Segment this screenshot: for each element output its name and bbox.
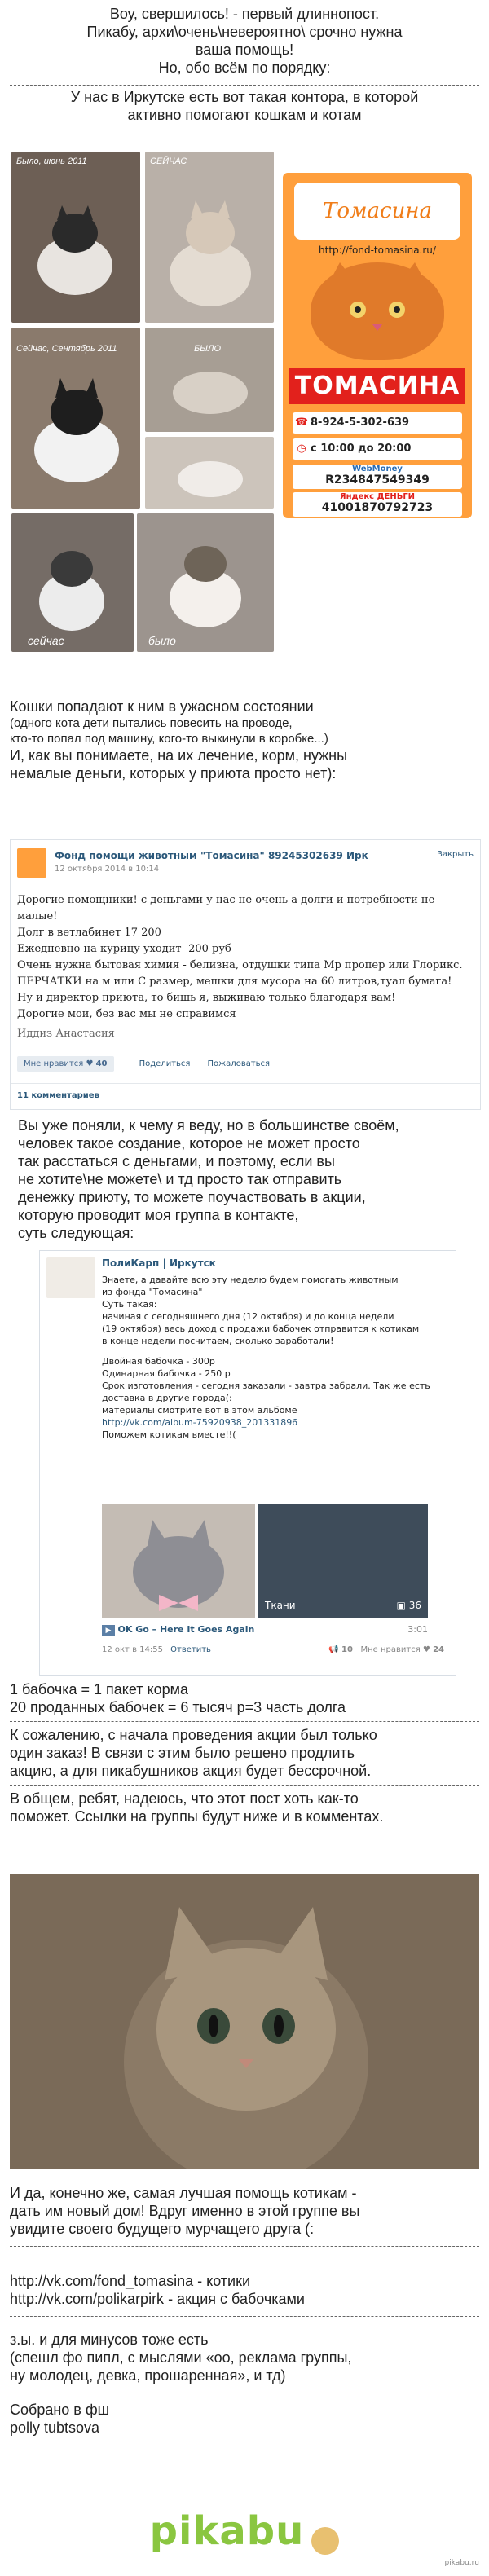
kitten-icon xyxy=(10,1874,479,2169)
album-count xyxy=(397,1600,421,1611)
audio-title[interactable]: OK Go – Here It Goes Again xyxy=(117,1624,255,1635)
album-caption: Ткани xyxy=(265,1600,296,1611)
credits xyxy=(0,2401,489,2437)
yandex-code: 41001870792723 xyxy=(321,501,434,514)
text-line: polly tubtsova xyxy=(10,2420,100,2436)
text-line: которую проводит моя группа в контакте, xyxy=(18,1207,299,1223)
site-watermark: pikabu.ru xyxy=(444,2559,479,2567)
photo-caption: БЫЛО xyxy=(194,344,222,354)
post-line: в конце недели посчитаем, сколько заработали! xyxy=(102,1336,334,1346)
section4 xyxy=(0,1680,489,1716)
section3 xyxy=(0,1116,489,1242)
webmoney-label: WebMoney xyxy=(352,465,403,473)
post-body xyxy=(17,892,474,1023)
text-line: ну молодец, девка, прошаренная», и тд) xyxy=(10,2367,286,2384)
audio-track xyxy=(102,1624,428,1636)
post-date[interactable]: 12 октября 2014 в 10:14 xyxy=(55,865,160,874)
post-line: Ну и директор приюта, то бишь я, выживаю только благодаря вам! xyxy=(17,992,396,1004)
text-line: Кошки попадают к ним в ужасном состоянии xyxy=(10,698,314,715)
group-name[interactable]: ПолиКарп | Иркутск xyxy=(102,1257,216,1269)
divider xyxy=(0,2313,489,2320)
cat-silhouette-icon xyxy=(137,513,274,652)
poster-bigname: ТОМАСИНА xyxy=(289,368,465,404)
cat-with-bow-icon xyxy=(102,1504,255,1618)
group-post xyxy=(39,1250,456,1676)
phone-text: 8-924-5-302-639 xyxy=(311,416,410,429)
fond-link[interactable]: http://vk.com/fond_tomasina - котики xyxy=(10,2273,251,2289)
text-line: И да, конечно же, самая лучшая помощь котикам - xyxy=(10,2185,357,2201)
cat-photo xyxy=(11,513,134,652)
post-line: Ежедневно на курицу уходит -200 руб xyxy=(17,943,231,955)
complain-link[interactable]: Пожаловаться xyxy=(207,1059,271,1068)
text-line: У нас в Иркутске есть вот такая контора, в которой xyxy=(70,89,419,105)
like-label: Мне нравится xyxy=(24,1059,84,1068)
poster-hours xyxy=(293,438,462,460)
close-link[interactable]: Закрыть xyxy=(437,850,474,859)
text-line: поможет. Ссылки на группы будут ниже и в комментах. xyxy=(10,1808,384,1825)
album-count-text: 36 xyxy=(408,1600,421,1611)
group-post-footer xyxy=(102,1645,444,1654)
links xyxy=(0,2272,489,2308)
text-line: один заказ! В связи с этим было решено продлить xyxy=(10,1745,355,1761)
text-line: увидите своего будущего мурчащего друга (: xyxy=(10,2221,315,2237)
section5 xyxy=(0,2184,489,2238)
intro-line: Воу, свершилось! - первый длиннопост. xyxy=(109,6,380,22)
fabric-album[interactable] xyxy=(258,1504,428,1618)
post-line: Дорогие помощники! с деньгами у нас не очень а долги и потребности не малые! xyxy=(17,894,435,923)
post-line: Поможем котикам вместе!!( xyxy=(102,1429,236,1440)
text-line: не хотите\не можете\ и тд просто так отправить xyxy=(18,1171,342,1187)
post-date[interactable]: 12 окт в 14:55 xyxy=(102,1645,163,1654)
like-count: 24 xyxy=(433,1645,444,1654)
section1 xyxy=(0,88,489,124)
text-line: К сожалению, с начала проведения акции был только xyxy=(10,1727,377,1743)
text-line: з.ы. и для минусов тоже есть xyxy=(10,2332,209,2348)
yandex-label: Яндекс ДЕНЬГИ xyxy=(339,492,416,501)
group-avatar[interactable] xyxy=(46,1257,95,1298)
divider xyxy=(0,2243,489,2250)
text-line: 20 проданных бабочек = 6 тысяч р=3 часть долга xyxy=(10,1699,346,1715)
photo-caption: сейчас xyxy=(28,634,64,647)
post-line: Одинарная бабочка - 250 р xyxy=(102,1368,231,1379)
text-line: (спешл фо пипл, с мыслями «оо, реклама группы, xyxy=(10,2349,352,2366)
intro xyxy=(0,5,489,77)
like-count: 40 xyxy=(95,1059,108,1068)
text-line: И, как вы понимаете, на их лечение, корм, нужны xyxy=(10,747,348,764)
cat-face-icon xyxy=(311,262,444,360)
cat-photo xyxy=(145,437,274,509)
comments-count[interactable]: 11 комментариев xyxy=(17,1091,99,1100)
post-line: ПЕРЧАТКИ на м или С размер, мешки для мусора на 60 литров,туал бумага! xyxy=(17,975,452,988)
text-line: немалые деньги, которых у приюта просто нет): xyxy=(10,765,337,782)
audio-time: 3:01 xyxy=(408,1624,428,1635)
cat-bowtie-photo[interactable] xyxy=(102,1504,255,1618)
text-line: 1 бабочка = 1 пакет корма xyxy=(10,1681,189,1698)
section4c xyxy=(0,1790,489,1825)
post-line: Очень нужна бытовая химия - белизна, отдушки типа Мр пропер или Глорикс. xyxy=(17,959,463,971)
poster-url: http://fond-tomasina.ru/ xyxy=(319,244,436,256)
cat-silhouette-icon xyxy=(11,513,134,652)
intro-line: Но, обо всём по порядку: xyxy=(158,59,331,76)
text-line: кто-то попал под машину, кого-то выкинули в коробке...) xyxy=(10,732,328,746)
text-line: суть следующая: xyxy=(18,1225,134,1241)
webmoney-code: R234847549349 xyxy=(325,473,430,487)
section4b xyxy=(0,1726,489,1780)
cat-silhouette-icon xyxy=(11,328,140,509)
heart-icon: ♥ xyxy=(86,1059,94,1068)
logo-text: pikabu xyxy=(149,2508,305,2554)
post-line: материалы смотрите вот в этом альбоме xyxy=(102,1405,297,1416)
pikabu-logo[interactable] xyxy=(122,2508,367,2557)
post-line: Дорогие мои, без вас мы не справимся xyxy=(17,1008,236,1020)
album-link[interactable]: http://vk.com/album-75920938_201331896 xyxy=(102,1417,298,1428)
post-line: Срок изготовления - сегодня заказали - завтра забрали. Так же есть доставка в другие города(: xyxy=(102,1380,430,1403)
heart-icon: ♥ xyxy=(422,1645,430,1654)
photo-caption: СЕЙЧАС xyxy=(150,156,187,166)
post-line: Знаете, а давайте всю эту неделю будем помогать животным xyxy=(102,1275,399,1285)
post-line: Суть такая: xyxy=(102,1299,157,1310)
text-line: денежку приюту, то можете поучаствовать в акции, xyxy=(18,1189,366,1205)
repost-icon: 📢 xyxy=(328,1645,339,1654)
hours-text: с 10:00 до 20:00 xyxy=(311,443,412,455)
text-line: акцию, а для пикабушников акция будет бессрочной. xyxy=(10,1763,372,1779)
text-line: активно помогают кошкам и котам xyxy=(127,107,362,123)
intro-line: Пикабу, архи\очень\невероятно\ срочно нужна xyxy=(86,24,403,40)
share-link[interactable]: Поделиться xyxy=(139,1059,191,1068)
photo-caption: было xyxy=(148,634,176,647)
like-button[interactable] xyxy=(17,1056,114,1072)
text-line: человек такое создание, которое не может просто xyxy=(18,1135,360,1151)
text-line: так расстаться с деньгами, и поэтому, если вы xyxy=(18,1153,335,1169)
post-line: (19 октября) весь доход с продажи бабочек отправится к котикам xyxy=(102,1323,420,1334)
ginger-cat-icon xyxy=(311,262,444,360)
cat-silhouette-icon xyxy=(145,437,274,509)
divider xyxy=(0,1781,489,1789)
like-label: Мне нравится xyxy=(360,1645,421,1654)
poster-phone xyxy=(293,412,462,434)
logo-text: Томасина xyxy=(323,199,432,223)
postscript xyxy=(0,2331,489,2384)
webmoney-block xyxy=(293,465,462,489)
repost-count: 10 xyxy=(341,1645,353,1654)
avatar[interactable] xyxy=(17,848,46,878)
tomasina-poster xyxy=(283,173,472,518)
text-line: Собрано в фш xyxy=(10,2402,110,2418)
post-line: Долг в ветлабинет 17 200 xyxy=(17,927,161,939)
like-button[interactable] xyxy=(328,1645,444,1654)
post-actions xyxy=(17,1054,270,1072)
reply-link[interactable]: Ответить xyxy=(170,1645,211,1654)
spacer xyxy=(102,1347,444,1355)
yandex-block xyxy=(293,492,462,517)
divider xyxy=(11,1083,480,1084)
cat-silhouette-icon xyxy=(145,152,274,323)
text-line: (одного кота дети пытались повесить на проводе, xyxy=(10,716,293,730)
cat-photo xyxy=(137,513,274,652)
group-post-body xyxy=(102,1274,444,1441)
cat-silhouette-icon xyxy=(11,152,140,323)
photo-caption: Было, июнь 2011 xyxy=(16,156,87,166)
text-line: дать им новый дом! Вдруг именно в этой группе вы xyxy=(10,2203,360,2219)
cat-photo xyxy=(11,328,140,509)
post-author[interactable]: Фонд помощи животным "Томасина" 89245302639 Ирк xyxy=(55,850,368,861)
post-line: из фонда "Томасина" xyxy=(102,1287,203,1297)
photo-caption: Сейчас, Сентябрь 2011 xyxy=(16,344,117,354)
section2 xyxy=(0,698,489,782)
cat-photo xyxy=(145,152,274,323)
polikarp-link[interactable]: http://vk.com/polikarpirk - акция с бабочками xyxy=(10,2291,305,2307)
tomasina-logo xyxy=(294,183,460,240)
post-line: начиная с сегодняшнего дня (12 октября) и до конца недели xyxy=(102,1311,394,1322)
post-signature: Иддиз Анастасия xyxy=(17,1028,115,1040)
intro-line: ваша помощь! xyxy=(195,42,294,58)
text-line: Вы уже поняли, к чему я веду, но в большинстве своём, xyxy=(18,1117,399,1134)
divider xyxy=(0,1718,489,1725)
kitten-photo xyxy=(10,1874,479,2169)
play-icon[interactable]: ▶ xyxy=(102,1625,115,1636)
cat-photo xyxy=(11,152,140,323)
post-line: Двойная бабочка - 300р xyxy=(102,1356,215,1367)
text-line: В общем, ребят, надеюсь, что этот пост хоть как-то xyxy=(10,1790,359,1807)
clock-icon: ◷ xyxy=(297,443,306,455)
photo-icon: ▣ xyxy=(396,1600,406,1611)
pikabu-cookie-icon xyxy=(311,2527,339,2555)
phone-icon: ☎ xyxy=(294,416,309,429)
cat-photo xyxy=(145,328,274,432)
vk-post xyxy=(10,839,481,1110)
